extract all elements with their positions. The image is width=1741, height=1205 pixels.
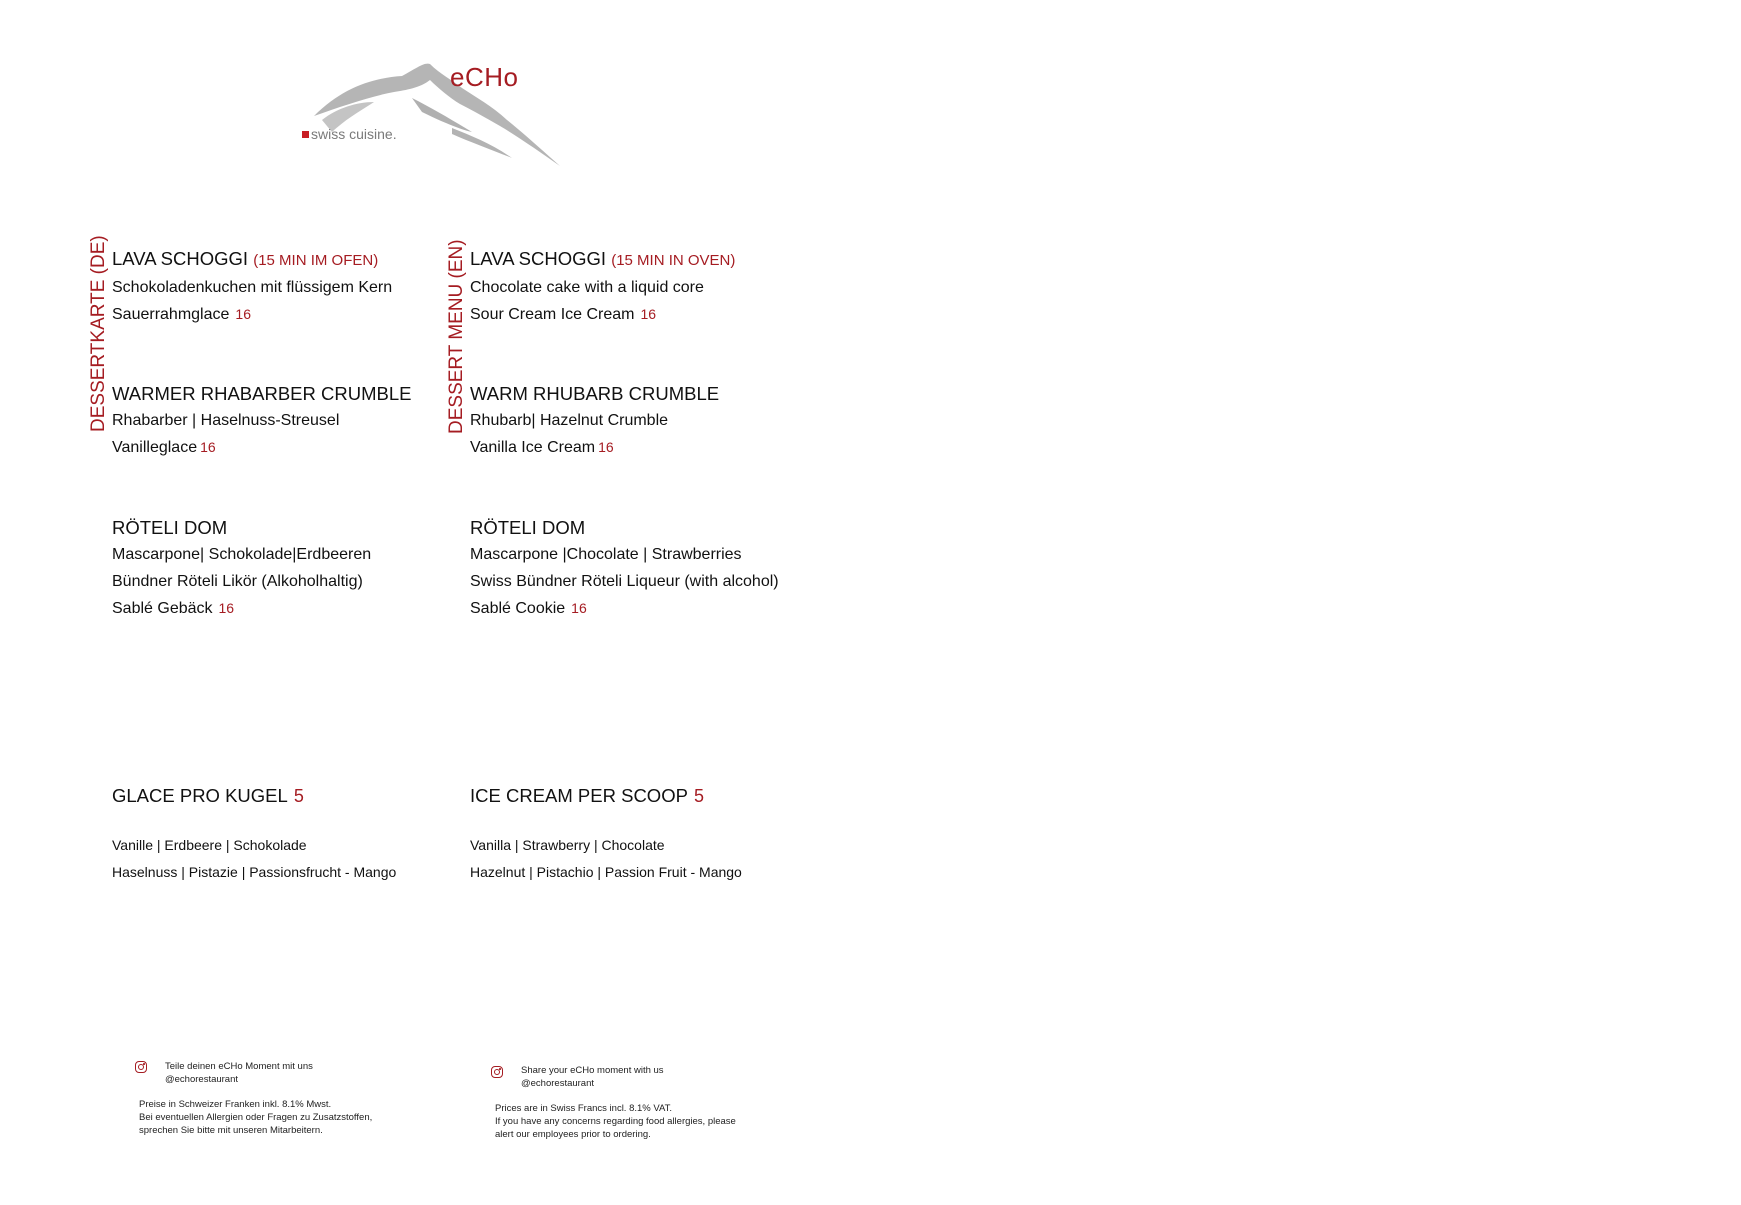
dish-description: Mascarpone |Chocolate | Strawberries — [470, 546, 742, 563]
dish-rhubarb-crumble-en — [470, 380, 890, 461]
dish-roeteli-dom-de — [112, 514, 472, 622]
instagram-handle[interactable]: @echorestaurant — [165, 1074, 239, 1085]
dish-price: 16 — [218, 600, 235, 616]
legal-line: Preise in Schweizer Franken inkl. 8.1% Mwst. — [139, 1099, 332, 1110]
dish-description: Chocolate cake with a liquid core — [470, 279, 704, 296]
dish-description: Schokoladenkuchen mit flüssigem Kern — [112, 279, 393, 296]
dish-description: Sablé Cookie — [470, 600, 566, 617]
share-note-de — [165, 1060, 465, 1086]
dish-description: Vanilla Ice Cream — [470, 439, 596, 456]
dish-description: Sour Cream Ice Cream — [470, 306, 635, 323]
dish-price: 16 — [640, 306, 657, 322]
icecream-title: GLACE PRO KUGEL — [112, 785, 288, 806]
dish-title: LAVA SCHOGGI — [112, 248, 249, 269]
mountain-logo-graphic — [302, 58, 564, 168]
instagram-icon[interactable] — [135, 1061, 147, 1073]
section-label-de: DESSERTKARTE (DE) — [88, 235, 109, 432]
legal-line: Prices are in Swiss Francs incl. 8.1% VAT. — [495, 1103, 673, 1114]
legal-note-en — [495, 1102, 825, 1141]
restaurant-logo — [302, 58, 564, 168]
icecream-section-de — [112, 782, 472, 886]
dish-description: Swiss Bündner Röteli Liqueur (with alcohol) — [470, 573, 779, 590]
dish-price: 16 — [200, 439, 216, 455]
icecream-price: 5 — [693, 786, 704, 806]
logo-tagline — [302, 126, 397, 142]
dish-title: LAVA SCHOGGI — [470, 248, 607, 269]
dessert-column-en-3 — [470, 514, 890, 622]
dish-description: Rhabarber | Haselnuss-Streusel — [112, 412, 340, 429]
dish-price: 16 — [598, 439, 614, 455]
dish-title: RÖTELI DOM — [112, 517, 228, 538]
share-note-en — [521, 1064, 821, 1090]
dish-title: WARMER RHABARBER CRUMBLE — [112, 383, 412, 404]
dish-roeteli-dom-en — [470, 514, 890, 622]
dish-title: WARM RHUBARB CRUMBLE — [470, 383, 720, 404]
swiss-flag-icon — [302, 131, 309, 138]
dish-rhubarb-crumble-de — [112, 380, 472, 461]
dish-price: 16 — [571, 600, 587, 616]
legal-line: alert our employees prior to ordering. — [495, 1129, 651, 1140]
dish-description: Mascarpone| Schokolade|Erdbeeren — [112, 546, 372, 563]
dish-description: Vanilleglace — [112, 439, 198, 456]
dish-description: Rhubarb| Hazelnut Crumble — [470, 412, 669, 429]
dish-description: Sauerrahmglace — [112, 306, 230, 323]
dish-lava-schoggi-en — [470, 245, 890, 328]
dish-description: Bündner Röteli Likör (Alkoholhaltig) — [112, 573, 363, 590]
dessert-column-de-2 — [112, 380, 472, 461]
dessert-column-de — [112, 245, 472, 328]
legal-line: Bei eventuellen Allergien oder Fragen zu Zusatzstoffen, — [139, 1112, 373, 1123]
legal-note-de — [139, 1098, 459, 1137]
instagram-icon[interactable] — [491, 1066, 503, 1078]
legal-line: If you have any concerns regarding food allergies, please — [495, 1116, 736, 1127]
logo-brand-text: eCHo — [450, 62, 519, 92]
dish-note: (15 MIN IN OVEN) — [611, 252, 736, 269]
dish-lava-schoggi-de — [112, 245, 472, 328]
dessert-column-en-2 — [470, 380, 890, 461]
dish-note: (15 MIN IM OFEN) — [253, 252, 379, 269]
instagram-handle[interactable]: @echorestaurant — [521, 1078, 595, 1089]
icecream-price: 5 — [293, 786, 304, 806]
dessert-column-en — [470, 245, 890, 328]
icecream-flavors: Vanille | Erdbeere | Schokolade — [112, 837, 307, 853]
dish-description: Sablé Gebäck — [112, 600, 213, 617]
legal-line: sprechen Sie bitte mit unseren Mitarbeitern. — [139, 1125, 323, 1136]
dish-title: RÖTELI DOM — [470, 517, 586, 538]
section-label-en: DESSERT MENU (EN) — [446, 239, 467, 434]
icecream-title: ICE CREAM PER SCOOP — [470, 785, 688, 806]
dish-price: 16 — [235, 306, 251, 322]
icecream-flavors: Vanilla | Strawberry | Chocolate — [470, 837, 665, 853]
icecream-flavors: Hazelnut | Pistachio | Passion Fruit - Mango — [470, 864, 742, 880]
logo-tagline-text: swiss cuisine. — [311, 126, 397, 142]
share-text: Teile deinen eCHo Moment mit uns — [165, 1061, 313, 1072]
share-text: Share your eCHo moment with us — [521, 1065, 664, 1076]
icecream-section-en — [470, 782, 890, 886]
dessert-column-de-3 — [112, 514, 472, 622]
icecream-flavors: Haselnuss | Pistazie | Passionsfrucht - Mango — [112, 864, 397, 880]
